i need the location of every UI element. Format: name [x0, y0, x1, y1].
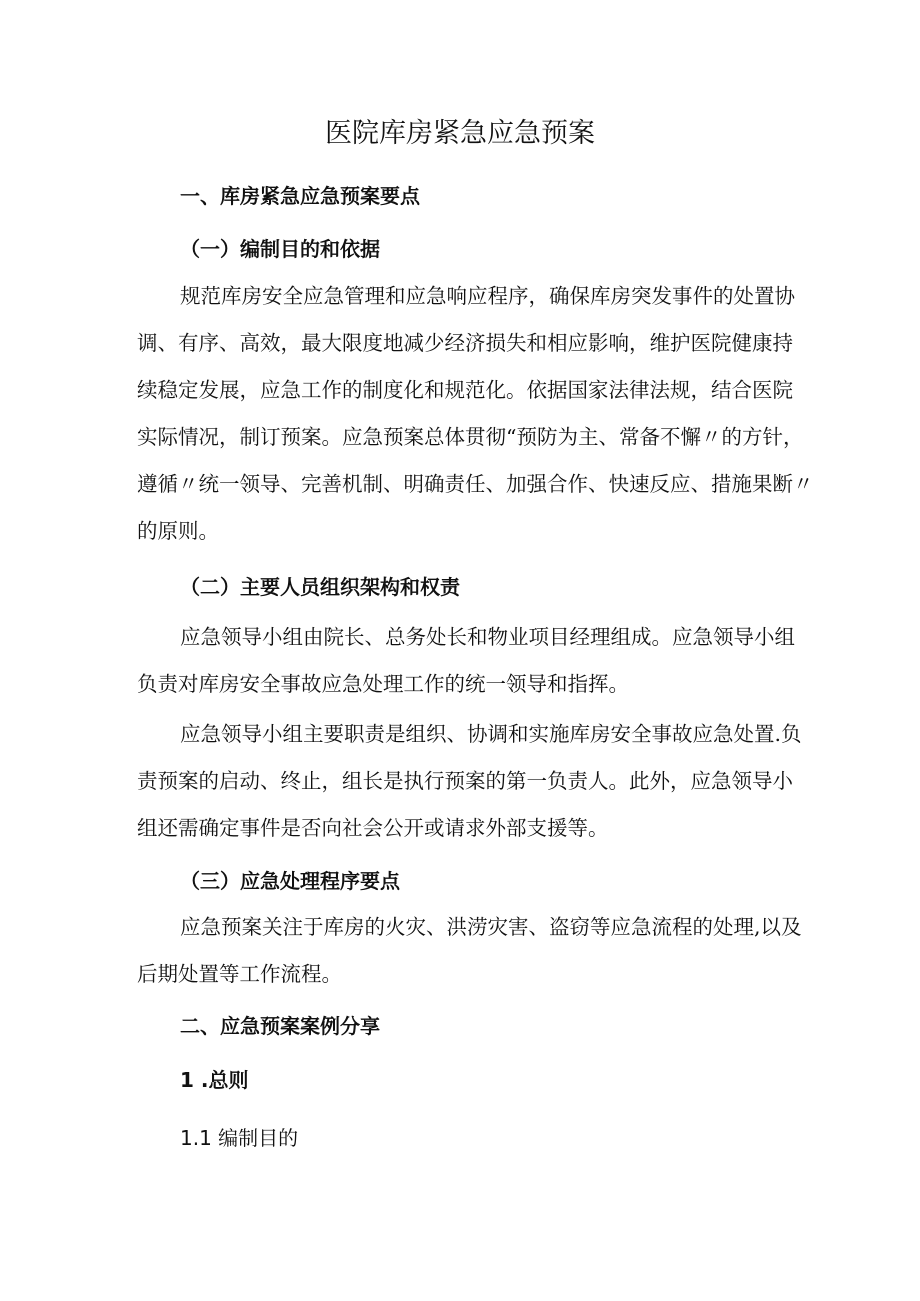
paragraph-line: 应急领导小组主要职责是组织、协调和实施库房安全事故应急处置.负: [180, 722, 802, 746]
paragraph-line: 负责对库房安全事故应急处理工作的统一领导和指挥。: [137, 672, 629, 696]
item-1-heading: 1 .总则: [180, 1068, 249, 1092]
subsection-3-heading: （三）应急处理程序要点: [180, 869, 400, 893]
paragraph-line: 规范库房安全应急管理和应急响应程序，确保库房突发事件的处置协: [180, 284, 795, 308]
paragraph-line: 续稳定发展，应急工作的制度化和规范化。依据国家法律法规，结合医院: [137, 378, 793, 402]
subsection-2-paragraph-2: [137, 711, 802, 852]
section-1-heading: 一、库房紧急应急预案要点: [180, 184, 420, 208]
paragraph-line: 应急领导小组由院长、总务处长和物业项目经理组成。应急领导小组: [180, 625, 795, 649]
paragraph-line: 调、有序、高效，最大限度地减少经济损失和相应影响，维护医院健康持: [137, 331, 793, 355]
subsection-1-paragraph: [137, 273, 814, 555]
paragraph-line: 的原则。: [137, 519, 219, 543]
section-2-heading: 二、应急预案案例分享: [180, 1014, 380, 1038]
paragraph-line: 后期处置等工作流程。: [137, 962, 342, 986]
item-1-1-heading: 1.1 编制目的: [180, 1126, 299, 1150]
subsection-2-paragraph-1: [137, 614, 793, 708]
paragraph-line: 遵循〃统一领导、完善机制、明确责任、加强合作、快速反应、措施果断〃: [137, 472, 814, 496]
subsection-1-heading: （一）编制目的和依据: [180, 237, 380, 261]
subsection-2-heading: （二）主要人员组织架构和权责: [180, 575, 460, 599]
document-title: 医院库房紧急应急预案: [325, 118, 595, 149]
subsection-3-paragraph: [137, 904, 802, 998]
paragraph-line: 责预案的启动、终止，组长是执行预案的第一负责人。此外，应急领导小: [137, 769, 793, 793]
paragraph-line: 组还需确定事件是否向社会公开或请求外部支援等。: [137, 816, 609, 840]
paragraph-line: 实际情况，制订预案。应急预案总体贯彻“预防为主、常备不懈〃的方针，: [137, 425, 804, 449]
paragraph-line: 应急预案关注于库房的火灾、洪涝灾害、盗窃等应急流程的处理,以及: [180, 915, 802, 939]
